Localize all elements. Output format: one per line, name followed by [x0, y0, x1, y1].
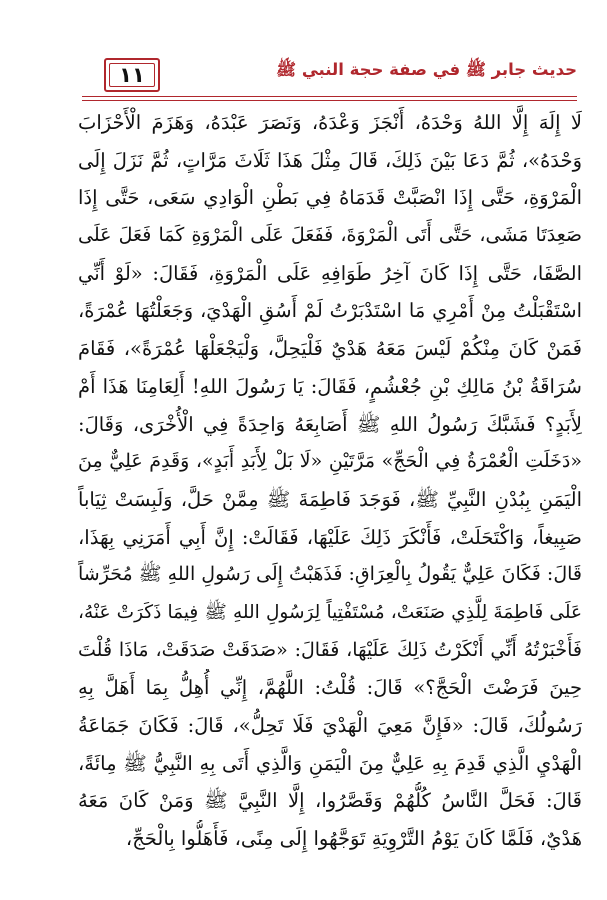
text-line: الْيَمَنِ بِبُدْنِ النَّبِيِّ ﷺ، فَوَجَدَ فَاطِمَةَ ﷺ مِمَّنْ حَلَّ، وَلَبِسَتْ ثِيَاباً [78, 487, 582, 511]
text-line: عَلَى فَاطِمَةَ لِلَّذِي صَنَعَتْ، مُسْتَفْتِياً لِرَسُولِ اللهِ ﷺ فِيمَا ذَكَرَتْ عَنْهُ، [78, 601, 582, 623]
main-text [78, 104, 582, 858]
text-line: قَالَ: فَحَلَّ النَّاسُ كُلُّهُمْ وَقَصَّرُوا، إِلَّا النَّبِيَّ ﷺ وَمَنْ كَانَ مَعَهُ [78, 789, 582, 813]
text-line: الصَّفَا، حَتَّى إِذَا كَانَ آخِرُ طَوَافِهِ عَلَى الْمَرْوَةِ، فَقَالَ: «لَوْ أَنِّي [78, 261, 582, 285]
text-line: سُرَاقَةُ بْنُ مَالِكِ بْنِ جُعْشُمٍ، فَقَالَ: يَا رَسُولَ اللهِ! أَلِعَامِنَا هَذَا أَمْ [78, 374, 582, 398]
text-line: قَالَ: فَكَانَ عَلِيٌّ يَقُولُ بِالْعِرَاقِ: فَذَهَبْتُ إِلَى رَسُولِ اللهِ ﷺ مُحَرِّشاً [78, 563, 582, 586]
text-line: وَحْدَهُ»، ثُمَّ دَعَا بَيْنَ ذَلِكَ، قَالَ مِثْلَ هَذَا ثَلَاثَ مَرَّاتٍ، ثُمَّ نَزَلَ إِلَى [78, 148, 582, 172]
page-header [82, 52, 577, 96]
text-line: هَدْيٌ، فَلَمَّا كَانَ يَوْمُ التَّرْوِيَةِ تَوَجَّهُوا إِلَى مِنًى، فَأَهَلُّوا بِالْحَجِّ، [125, 827, 582, 851]
text-line: لِأَبَدٍ؟ فَشَبَّكَ رَسُولُ اللهِ ﷺ أَصَابِعَهُ وَاحِدَةً فِي الْأُخْرَى، وَقَالَ: [78, 412, 582, 436]
page-number-frame [104, 58, 160, 92]
text-line: الْمَرْوَةِ، حَتَّى إِذَا انْصَبَّتْ قَدَمَاهُ فِي بَطْنِ الْوَادِي سَعَى، حَتَّى إِذَا [78, 186, 582, 210]
text-line: صَعِدَتَا مَشَى، حَتَّى أَتَى الْمَرْوَةَ، فَفَعَلَ عَلَى الْمَرْوَةِ كَمَا فَعَلَ عَلَى [78, 224, 582, 247]
text-line: فَمَنْ كَانَ مِنْكُمْ لَيْسَ مَعَهُ هَدْيٌ فَلْيَحِلَّ، وَلْيَجْعَلْهَا عُمْرَةً»، فَقَامَ [78, 337, 582, 361]
text-line: حِينَ فَرَضْتَ الْحَجَّ؟» قَالَ: قُلْتُ: اللَّهُمَّ، إِنِّي أُهِلُّ بِمَا أَهَلَّ بِهِ [78, 676, 582, 700]
text-line: لَا إِلَهَ إِلَّا اللهُ وَحْدَهُ، أَنْجَزَ وَعْدَهُ، وَنَصَرَ عَبْدَهُ، وَهَزَمَ الْأَحْزَابَ [78, 111, 582, 134]
text-line: صَبِيغاً، وَاكْتَحَلَتْ، فَأَنْكَرَ ذَلِكَ عَلَيْهَا، فَقَالَتْ: إِنَّ أَبِي أَمَرَنِي بِهَذَا، [78, 525, 582, 549]
text-line: «دَخَلَتِ الْعُمْرَةُ فِي الْحَجِّ» مَرَّتَيْنِ «لَا بَلْ لِأَبَدِ أَبَدٍ»، وَقَدِمَ عَلِيٌّ مِنَ [78, 450, 582, 473]
text-line: رَسُولُكَ، قَالَ: «فَإِنَّ مَعِيَ الْهَدْيَ فَلَا تَحِلُّ»، قَالَ: فَكَانَ جَمَاعَةُ [78, 714, 582, 737]
text-line: الْهَدْيِ الَّذِي قَدِمَ بِهِ عَلِيٌّ مِنَ الْيَمَنِ وَالَّذِي أَتَى بِهِ النَّبِيُّ ﷺ مِائَةً، [78, 751, 582, 775]
header-rule-top [82, 96, 577, 97]
text-line: فَأَخْبَرْتُهُ أَنِّي أَنْكَرْتُ ذَلِكَ عَلَيْهَا، فَقَالَ: «صَدَقَتْ صَدَقَتْ، مَاذَا قُلْتَ [78, 638, 582, 661]
text-line: اسْتَقْبَلْتُ مِنْ أَمْرِي مَا اسْتَدْبَرْتُ لَمْ أَسُقِ الْهَدْيَ، وَجَعَلْتُهَا عُمْرَةً، [78, 299, 582, 323]
page-number: ١١ [119, 62, 145, 87]
running-title: حديث جابر ﷺ في صفة حجة النبي ﷺ [276, 60, 577, 79]
header-rule-bottom [82, 100, 577, 101]
